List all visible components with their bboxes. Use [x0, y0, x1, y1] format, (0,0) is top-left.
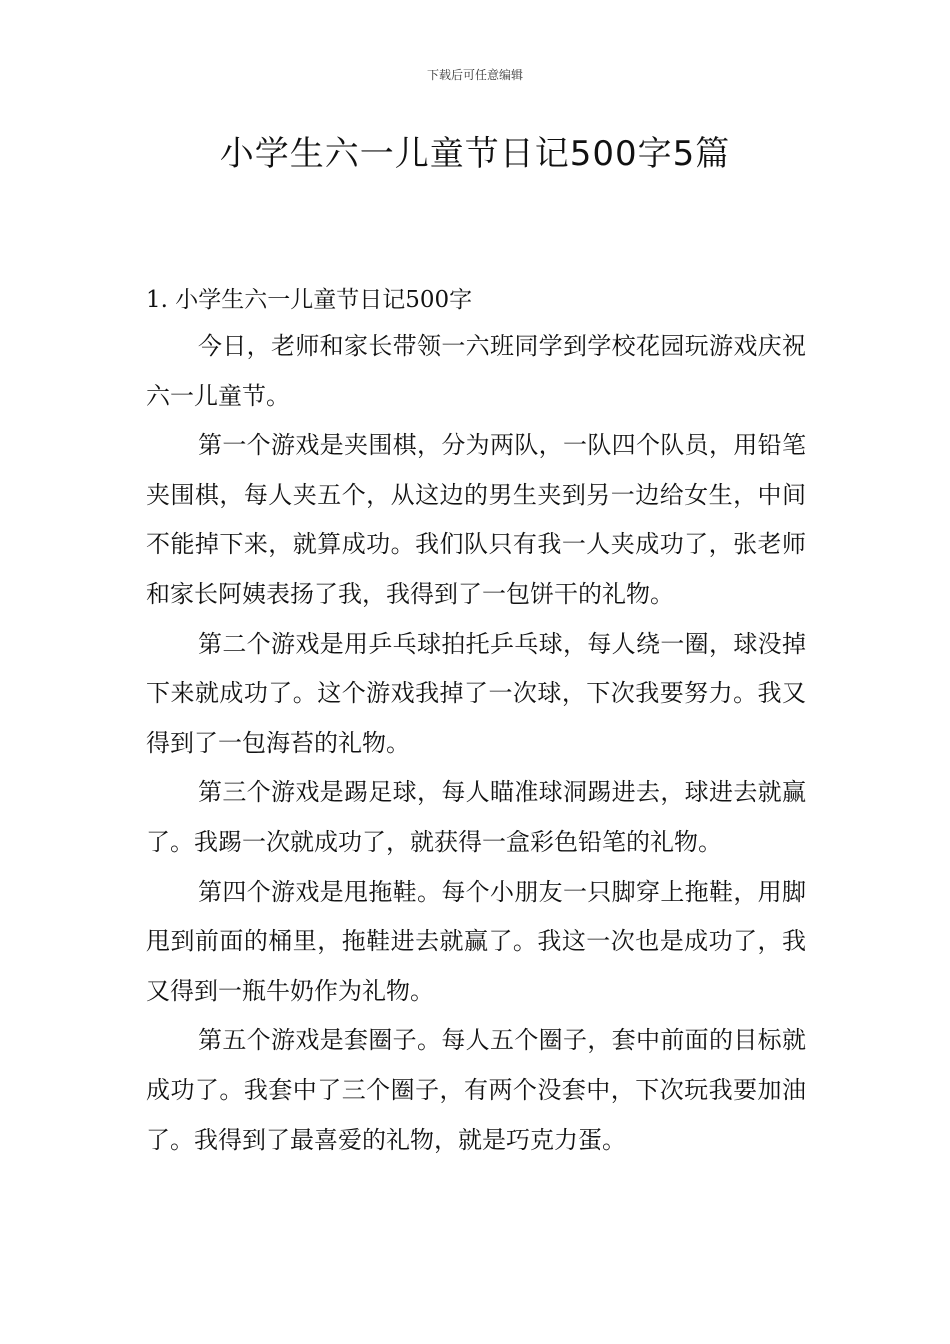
paragraph: 今日，老师和家长带领一六班同学到学校花园玩游戏庆祝六一儿童节。 [146, 332, 806, 410]
paragraph: 第二个游戏是用乒乓球拍托乒乓球，每人绕一圈，球没掉下来就成功了。这个游戏我掉了一次球，下次我要努力。我又得到了一包海苔的礼物。 [146, 629, 806, 757]
document-title: 小学生六一儿童节日记500字5篇 [219, 134, 731, 174]
paragraph: 第四个游戏是甩拖鞋。每个小朋友一只脚穿上拖鞋，用脚甩到前面的桶里，拖鞋进去就赢了。我这一次也是成功了，我又得到一瓶牛奶作为礼物。 [146, 877, 806, 1005]
paragraph: 第一个游戏是夹围棋，分为两队，一队四个队员，用铅笔夹围棋，每人夹五个，从这边的男生夹到另一边给女生，中间不能掉下来，就算成功。我们队只有我一人夹成功了，张老师和家长阿姨表扬了我，我得到了一包饼干的礼物。 [146, 431, 806, 608]
header-note: 下载后可任意编辑 [426, 68, 523, 82]
article-body [146, 280, 806, 1165]
section-heading: 1. 小学生六一儿童节日记500字 [146, 287, 473, 313]
paragraph: 第三个游戏是踢足球，每人瞄准球洞踢进去，球进去就赢了。我踢一次就成功了，就获得一盒彩色铅笔的礼物。 [146, 778, 806, 856]
paragraph: 第五个游戏是套圈子。每人五个圈子，套中前面的目标就成功了。我套中了三个圈子，有两个没套中，下次玩我要加油了。我得到了最喜爱的礼物，就是巧克力蛋。 [146, 1026, 806, 1154]
